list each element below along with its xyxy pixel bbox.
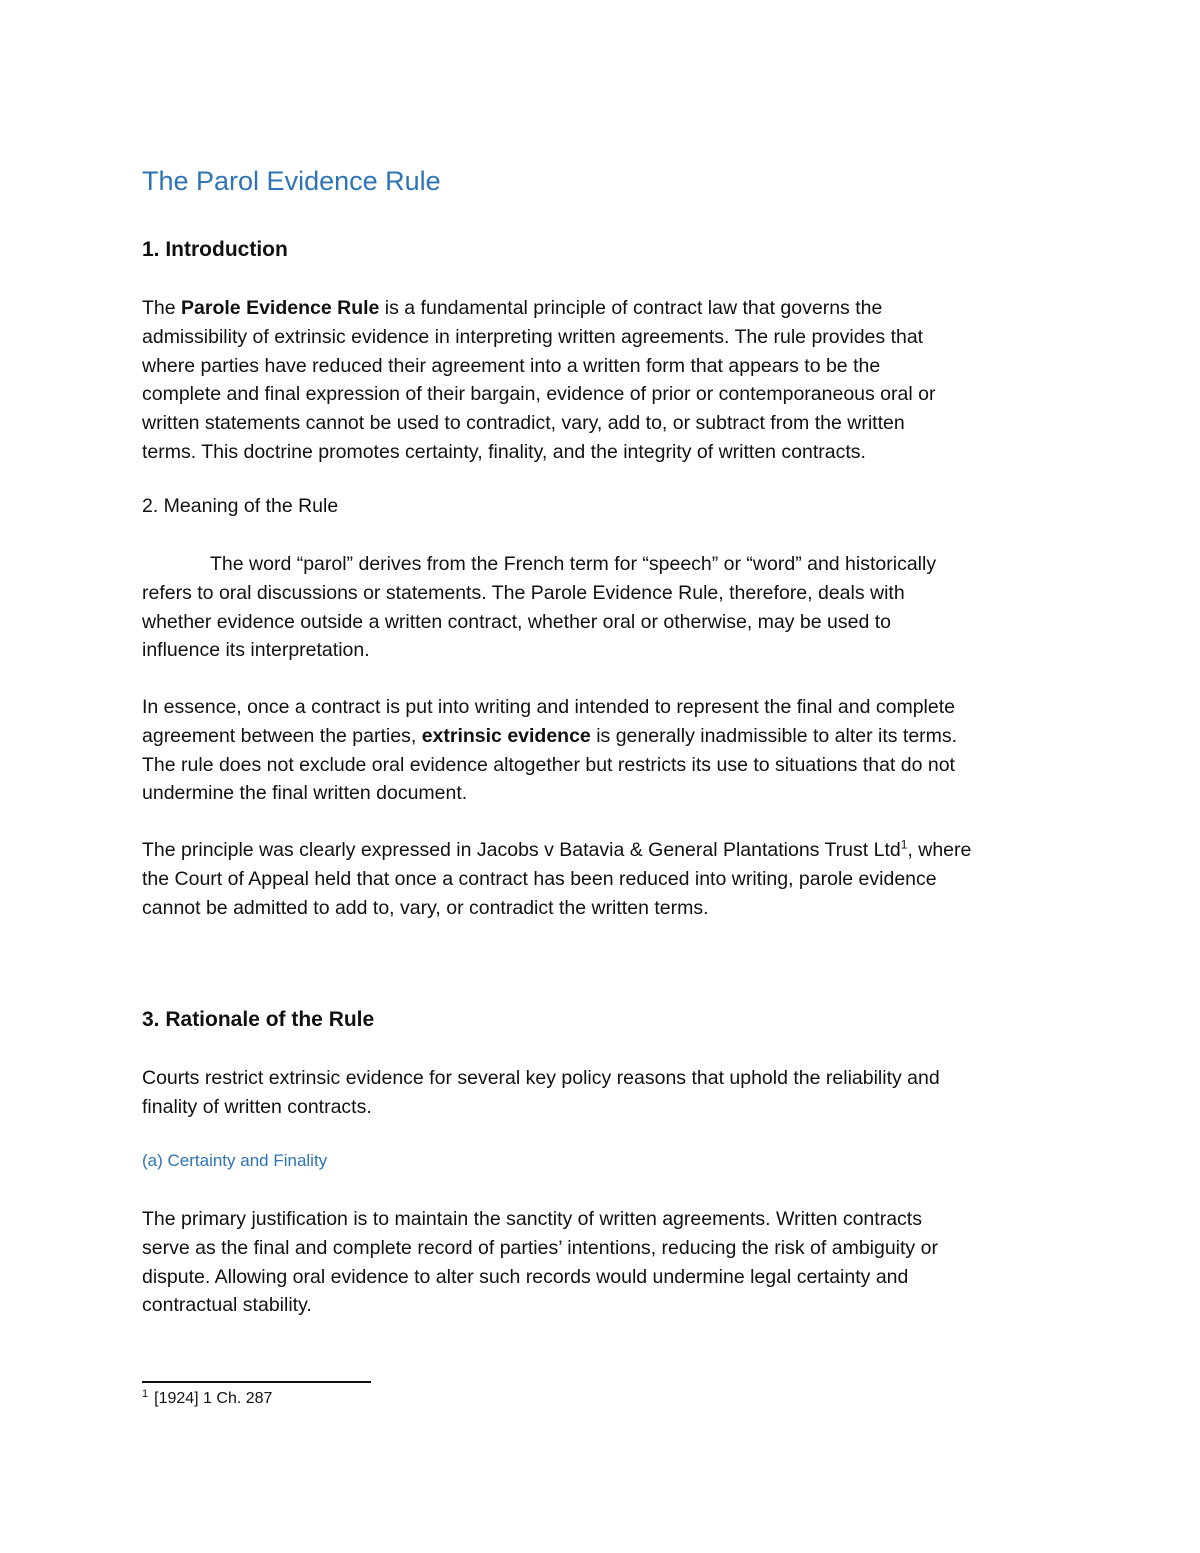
case-paragraph xyxy=(142,836,1062,922)
paragraph-line: serve as the final and complete record of parties’ intentions, reducing the risk of ambiguity or xyxy=(142,1236,938,1259)
paragraph-line: agreement between the parties, extrinsic evidence is generally inadmissible to alter its terms. xyxy=(142,724,958,747)
bold-term: Parole Evidence Rule xyxy=(181,297,380,319)
essence-paragraph xyxy=(142,693,1062,808)
certainty-paragraph xyxy=(142,1205,1062,1320)
paragraph-line: Courts restrict extrinsic evidence for several key policy reasons that uphold the reliability and xyxy=(142,1067,940,1089)
paragraph-line: admissibility of extrinsic evidence in interpreting written agreements. The rule provides that xyxy=(142,325,924,348)
paragraph-line: contractual stability. xyxy=(142,1294,312,1317)
paragraph-line: cannot be admitted to add to, vary, or contradict the written terms. xyxy=(142,896,709,919)
paragraph-line: where parties have reduced their agreement into a written form that appears to be the xyxy=(142,354,881,377)
paragraph-line: influence its interpretation. xyxy=(142,639,370,662)
paragraph-line: The Parole Evidence Rule is a fundamental principle of contract law that governs the xyxy=(142,297,883,319)
paragraph-line: the Court of Appeal held that once a contract has been reduced into writing, parole evidence xyxy=(142,867,937,890)
paragraph-line: terms. This doctrine promotes certainty, finality, and the integrity of written contracts. xyxy=(142,440,866,463)
section-heading-rationale: 3. Rationale of the Rule xyxy=(142,1008,375,1031)
footnote-text: [1924] 1 Ch. 287 xyxy=(154,1390,273,1407)
paragraph-line: finality of written contracts. xyxy=(142,1095,372,1118)
section-heading-meaning: 2. Meaning of the Rule xyxy=(142,495,339,517)
paragraph-line: The principle was clearly expressed in Jacobs v Batavia & General Plantations Trust Ltd$^1$, where xyxy=(142,837,972,861)
footnote xyxy=(142,1387,273,1408)
paragraph-line: written statements cannot be used to contradict, vary, add to, or subtract from the written xyxy=(142,412,905,435)
paragraph-line: refers to oral discussions or statements. The Parole Evidence Rule, therefore, deals with xyxy=(142,581,905,604)
paragraph-line: The word “parol” derives from the French term for “speech” or “word” and historically xyxy=(210,553,937,575)
footnote-reference[interactable]: 1 xyxy=(900,837,908,852)
subheading-certainty: (a) Certainty and Finality xyxy=(142,1151,328,1170)
paragraph-line: In essence, once a contract is put into writing and intended to represent the final and complete xyxy=(142,696,956,718)
paragraph-line: whether evidence outside a written contract, whether oral or otherwise, may be used to xyxy=(142,610,891,633)
paragraph-line: complete and final expression of their bargain, evidence of prior or contemporaneous oral or xyxy=(142,383,936,406)
document-title: The Parol Evidence Rule xyxy=(142,166,441,196)
bold-term: extrinsic evidence xyxy=(421,724,591,747)
paragraph-line: The primary justification is to maintain the sanctity of written agreements. Written contracts xyxy=(142,1208,922,1230)
introduction-paragraph xyxy=(142,294,1062,467)
paragraph-line: undermine the final written document. xyxy=(142,782,468,805)
rationale-paragraph xyxy=(142,1064,1062,1122)
paragraph-line: The rule does not exclude oral evidence altogether but restricts its use to situations that do not xyxy=(142,753,955,776)
section-heading-introduction: 1. Introduction xyxy=(142,238,288,261)
paragraph-line: dispute. Allowing oral evidence to alter such records would undermine legal certainty and xyxy=(142,1265,909,1288)
meaning-paragraph xyxy=(142,550,1062,665)
footnote-separator xyxy=(142,1381,371,1383)
footnote-marker: 1 xyxy=(142,1387,149,1400)
